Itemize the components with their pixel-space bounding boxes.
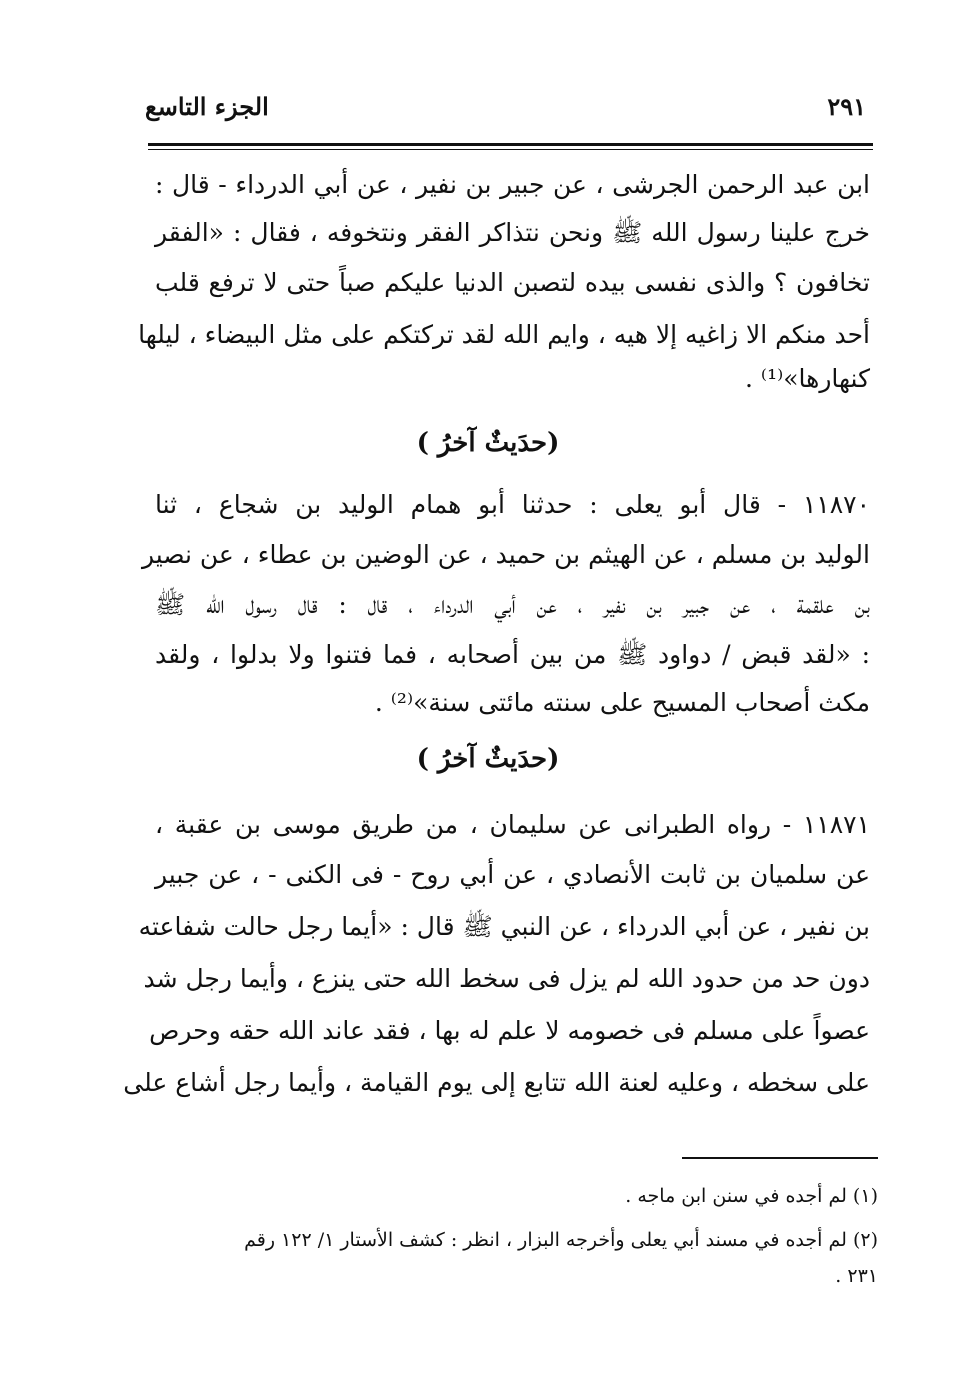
text-line: ١١٨٧٠ - قال أبو يعلى : حدثنا أبو همام الوليد بن شجاع ، ثنا bbox=[155, 490, 870, 519]
text-line: عن سلميان بن ثابت الأنصادي ، عن أبي روح - فى الكنى - ، عن جبير bbox=[155, 860, 870, 889]
text-line: : «لقد قبض / دواود ﷺ من بين أصحابه ، فما فتنوا ولا بدلوا ، ولقد bbox=[155, 640, 870, 669]
text-line: بن علقمة ، عن جبير بن نفير ، عن أبي الدرداء ، قال : قال رسول الله ﷺ bbox=[155, 590, 870, 619]
text-line: تخافون ؟ والذى نفسى بيده لتصبن الدنيا عليكم صباً حتى لا ترفع قلب bbox=[155, 268, 870, 297]
footnote-continuation: ٢٣١ . bbox=[835, 1265, 878, 1287]
header-rule-thick bbox=[148, 143, 873, 146]
running-title: الجزء التاسع bbox=[145, 92, 269, 121]
section-heading: (حدَيثٌ آخرُ ) bbox=[416, 428, 560, 458]
footnote: (٢) لم أجده في مسند أبي يعلى وأخرجه البزار ، انظر : كشف الأستار ١/ ١٢٢ رقم bbox=[244, 1229, 878, 1251]
footnote-rule bbox=[682, 1157, 878, 1159]
section-heading: (حدَيثٌ آخرُ ) bbox=[416, 744, 560, 774]
text-line: خرج علينا رسول الله ﷺ ونحن نتذاكر الفقر ونتخوفه ، فقال : «الفقر bbox=[155, 218, 870, 247]
header-rule-thin bbox=[148, 149, 873, 150]
text-line: ابن عبد الرحمن الجرشى ، عن جبير بن نفير ، عن أبي الدرداء - قال : bbox=[155, 170, 870, 199]
text-line: على سخطه ، وعليه لعنة الله تتابع إلى يوم القيامة ، وأيما رجل أشاع على bbox=[123, 1068, 870, 1097]
text-line: مكث أصحاب المسيح على سنته مائتى سنة»⁽²⁾ . bbox=[374, 688, 870, 717]
text-line: ١١٨٧١ - رواه الطبرانى عن سليمان ، من طريق موسى بن عقبة ، bbox=[155, 810, 870, 839]
footnote: (١) لم أجده في سنن ابن ماجه . bbox=[625, 1185, 878, 1207]
text-line: أحد منكم الا زاغيه إلا هيه ، وايم الله لقد تركتكم على مثل البيضاء ، ليلها bbox=[138, 320, 870, 349]
page-number: ٢٩١ bbox=[827, 92, 866, 121]
text-line: دون حد من حدود الله لم يزل فى سخط الله حتى ينزع ، وأيما رجل شد bbox=[143, 964, 870, 993]
text-line: عصواً على مسلم فى خصومه لا علم له بها ، فقد عاند الله حقه وحرص bbox=[149, 1016, 870, 1045]
text-line: بن نفير ، عن أبي الدرداء ، عن النبي ﷺ قال : «أيما رجل حالت شفاعته bbox=[138, 912, 870, 941]
text-line: الوليد بن مسلم ، عن الهيثم بن حميد ، عن الوضين بن عطاء ، عن نصير bbox=[141, 540, 870, 569]
text-line: كنهارها»⁽¹⁾ . bbox=[745, 364, 870, 393]
